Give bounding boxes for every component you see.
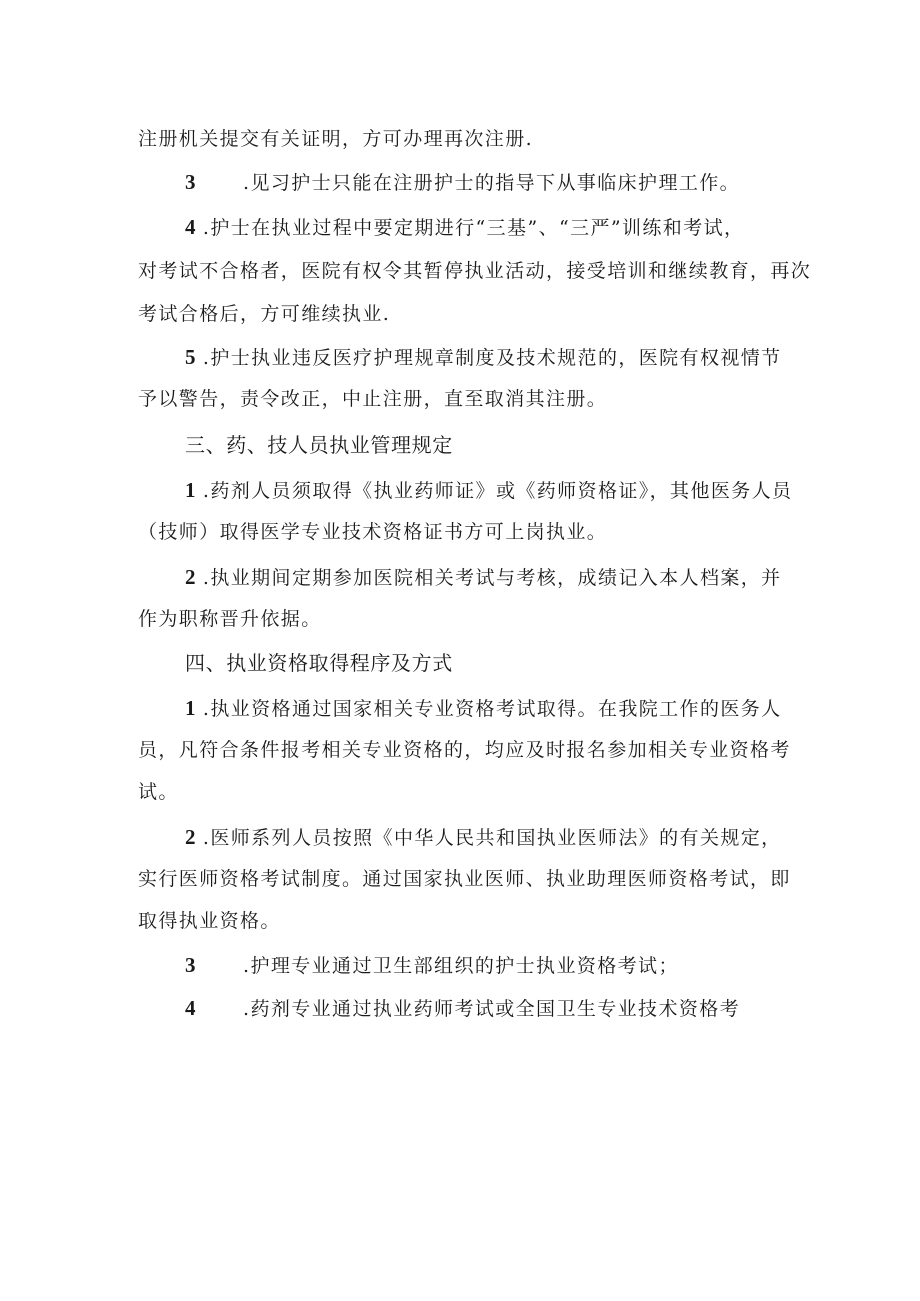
item-text: .药剂人员须取得《执业药师证》或《药师资格证》，其他医务人员: [202, 480, 793, 502]
item-number: 2: [185, 825, 197, 849]
section-heading: 四、执业资格取得程序及方式: [185, 651, 453, 675]
item-number: 3: [185, 170, 197, 194]
item-text: .护理专业通过卫生部组织的护士执业资格考试；: [243, 955, 679, 977]
item-text: .执业期间定期参加医院相关考试与考核，成绩记入本人档案，并: [202, 567, 782, 589]
paragraph-line: 考试合格后，方可维续执业.: [138, 303, 391, 325]
item-number: 3: [185, 953, 197, 977]
item-number: 1: [185, 696, 197, 720]
item-text: .医师系列人员按照《中华人民共和国执业医师法》的有关规定，: [202, 827, 782, 849]
list-item: [185, 478, 792, 503]
list-item: [185, 345, 782, 370]
list-item: [185, 953, 679, 978]
item-text: .护士执业违反医疗护理规章制度及技术规范的，医院有权视情节: [202, 347, 782, 369]
paragraph-line: 作为职称晋升依据。: [138, 608, 322, 630]
item-number: 4: [185, 215, 197, 239]
paragraph-line: 试。: [138, 781, 179, 803]
list-item: [185, 215, 744, 240]
item-number: 2: [185, 565, 197, 589]
paragraph-line: 取得执业资格。: [138, 910, 281, 932]
list-item: [185, 696, 782, 721]
item-text: .药剂专业通过执业药师考试或全国卫生专业技术资格考: [243, 998, 741, 1020]
section-heading: 三、药、技人员执业管理规定: [185, 433, 453, 457]
item-text: .护士在执业过程中要定期进行“三基”、“三严”训练和考试，: [202, 217, 745, 239]
paragraph-line: 注册机关提交有关证明，方可办理再次注册.: [138, 128, 534, 150]
paragraph-line: 实行医师资格考试制度。通过国家执业医师、执业助理医师资格考试，即: [138, 868, 791, 890]
list-item: [185, 825, 782, 850]
item-number: 4: [185, 996, 197, 1020]
paragraph-line: （技师）取得医学专业技术资格证书方可上岗执业。: [138, 521, 608, 543]
item-text: .执业资格通过国家相关专业资格考试取得。在我院工作的医务人: [202, 698, 782, 720]
paragraph-line: 对考试不合格者，医院有权令其暂停执业活动，接受培训和继续教育，再次: [138, 260, 812, 282]
item-number: 5: [185, 345, 197, 369]
list-item: [185, 170, 740, 195]
list-item: [185, 996, 740, 1021]
item-number: 1: [185, 478, 197, 502]
paragraph-line: 予以警告，责令改正，中止注册，直至取消其注册。: [138, 388, 608, 410]
paragraph-line: 员，凡符合条件报考相关专业资格的，均应及时报名参加相关专业资格考: [138, 739, 791, 761]
list-item: [185, 565, 782, 590]
item-text: .见习护士只能在注册护士的指导下从事临床护理工作。: [243, 172, 741, 194]
